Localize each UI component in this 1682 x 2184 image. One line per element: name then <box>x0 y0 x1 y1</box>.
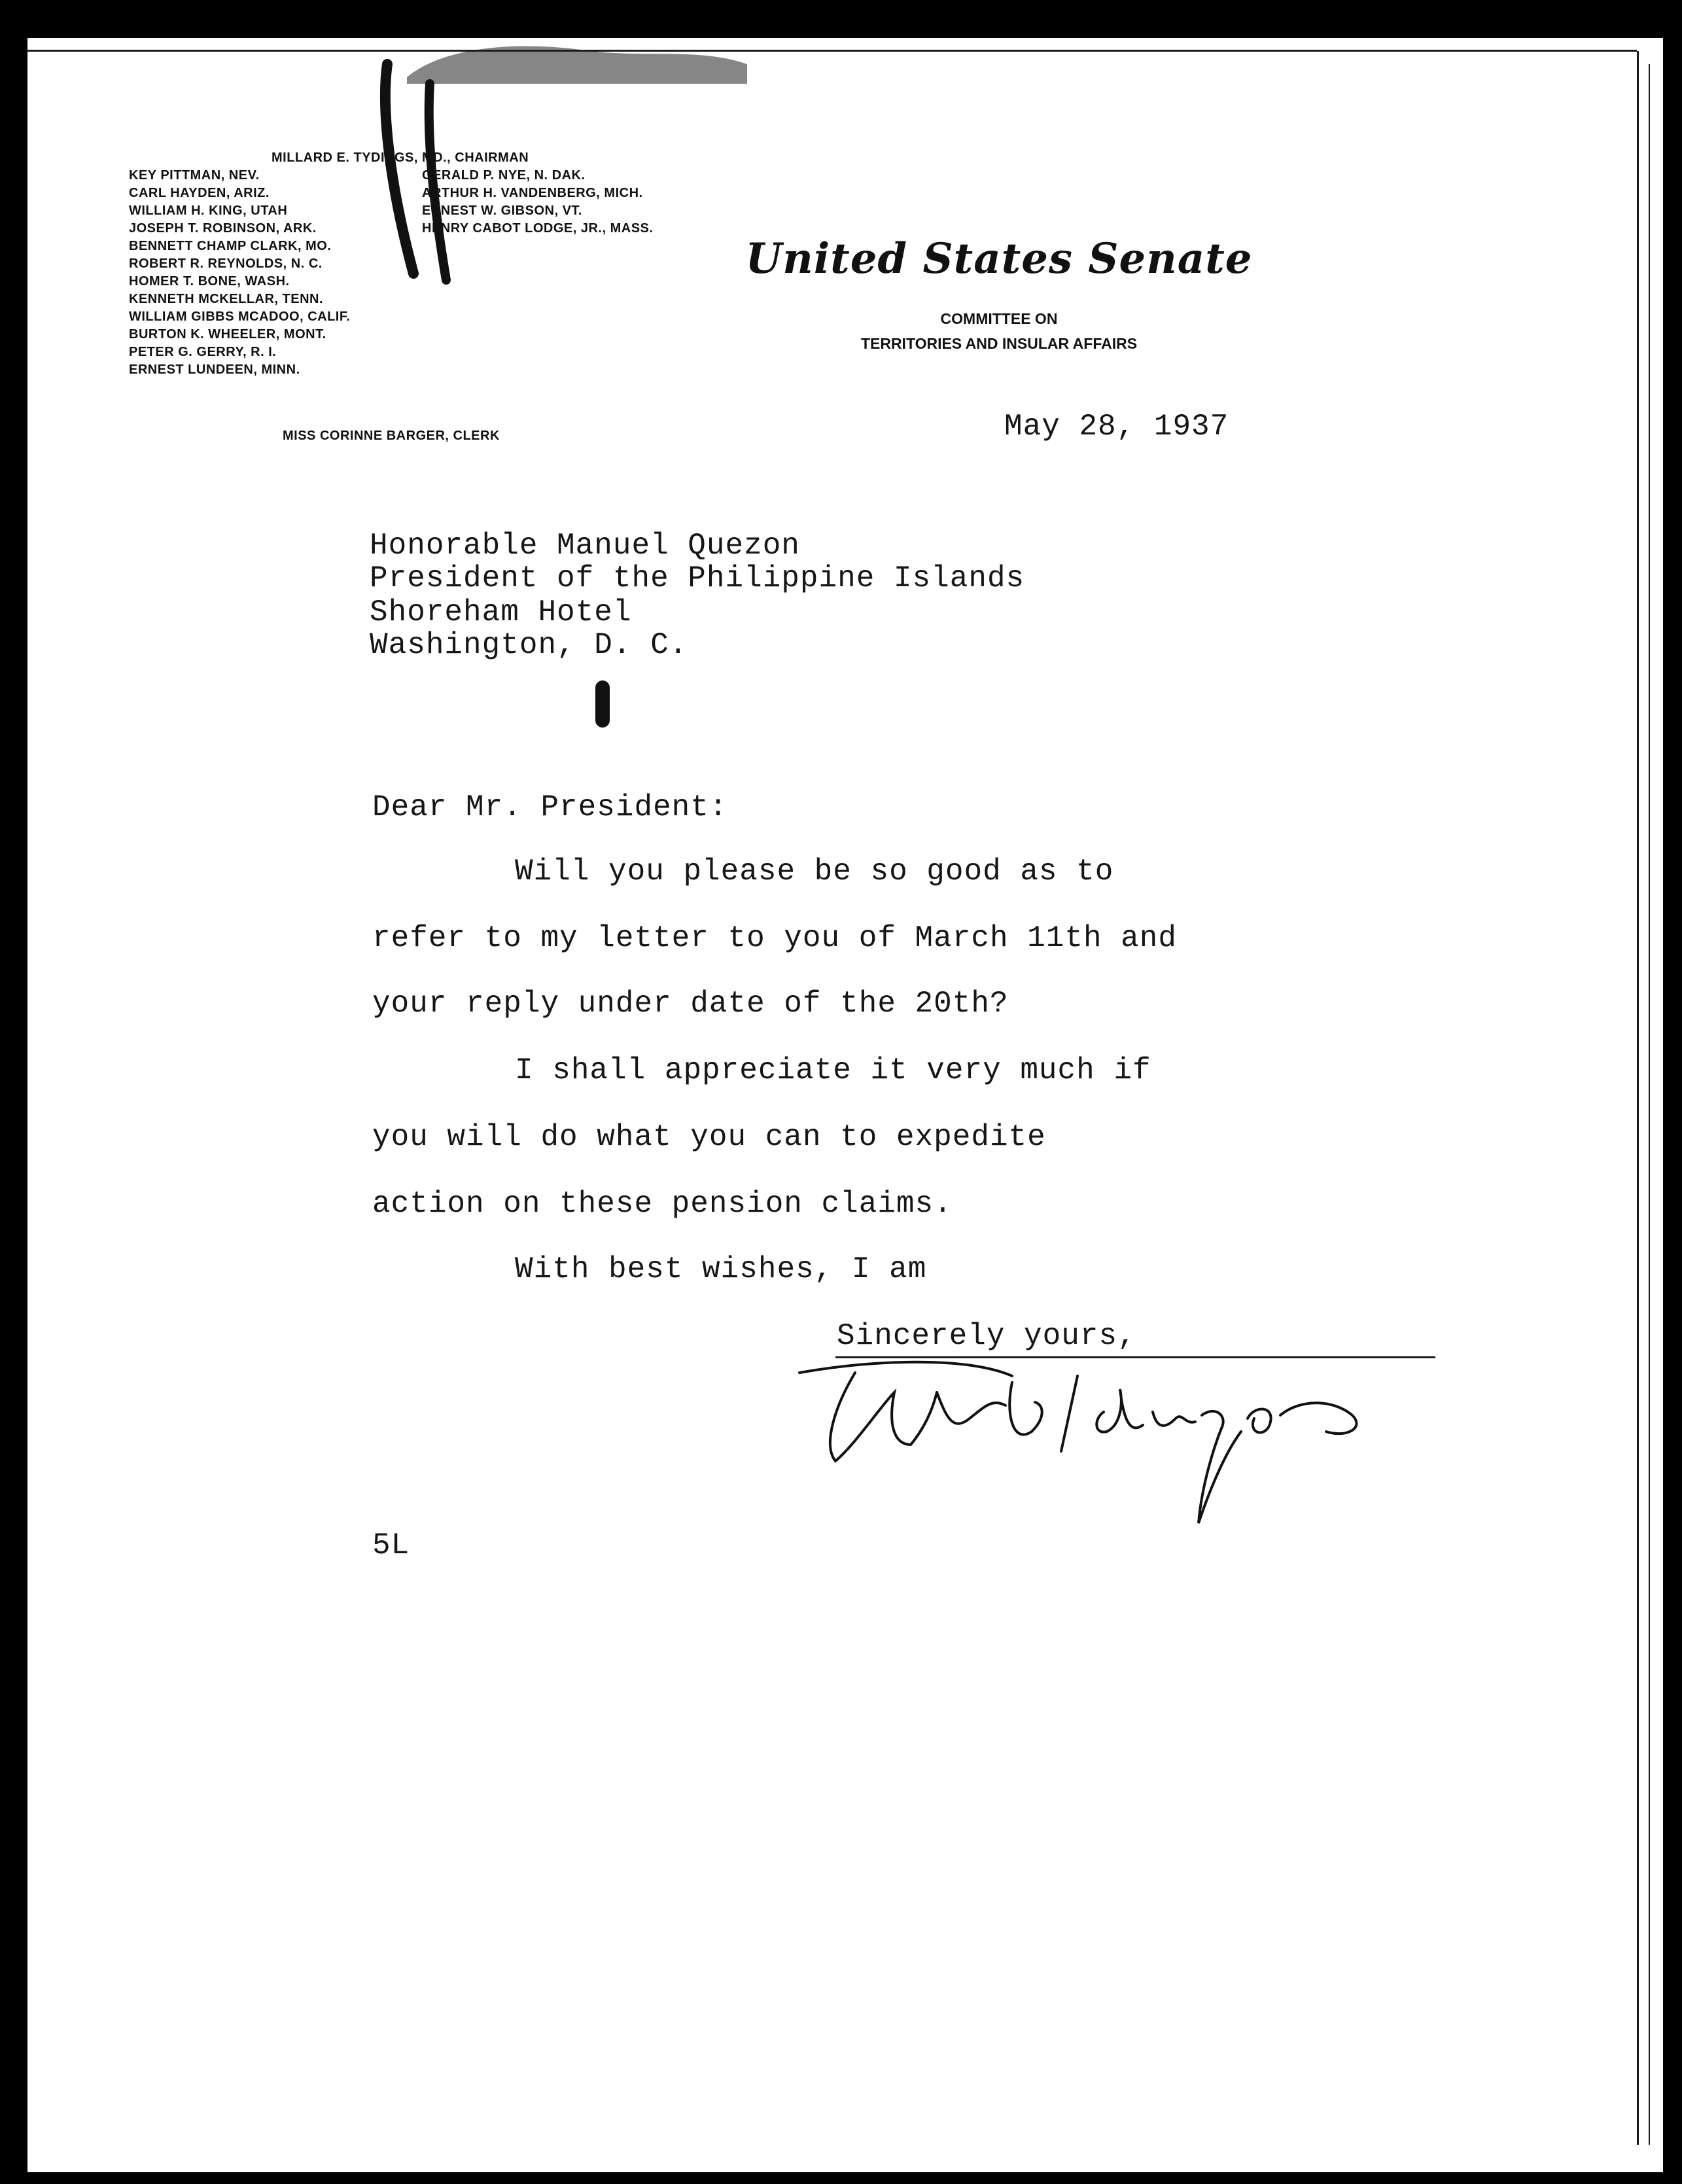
address-line: President of the Philippine Islands <box>370 561 1025 595</box>
reference-initials: 5L <box>372 1528 410 1562</box>
member-name: BENNETT CHAMP CLARK, MO. <box>129 239 332 253</box>
member-name: ERNEST W. GIBSON, VT. <box>422 203 582 218</box>
handwritten-signature <box>796 1353 1424 1589</box>
member-name: WILLIAM H. KING, UTAH <box>129 203 288 218</box>
member-name: HOMER T. BONE, WASH. <box>129 274 290 289</box>
address-line: Washington, D. C. <box>370 628 688 662</box>
member-name: KEY PITTMAN, NEV. <box>129 168 260 183</box>
senate-title: United States Senate <box>745 234 1253 283</box>
salutation: Dear Mr. President: <box>372 790 728 824</box>
clerk-name: MISS CORINNE BARGER, CLERK <box>283 429 500 443</box>
member-name: ERNEST LUNDEEN, MINN. <box>129 362 300 377</box>
member-name: ROBERT R. REYNOLDS, N. C. <box>129 256 323 271</box>
address-line: Shoreham Hotel <box>370 595 632 629</box>
body-line: you will do what you can to expedite <box>372 1120 1046 1154</box>
body-line: action on these pension claims. <box>372 1187 953 1221</box>
body-line: Will you please be so good as to <box>515 854 1114 889</box>
member-name: CARL HAYDEN, ARIZ. <box>129 186 270 200</box>
member-name: ARTHUR H. VANDENBERG, MICH. <box>422 186 643 200</box>
letter-date: May 28, 1937 <box>1004 410 1229 444</box>
member-name: JOSEPH T. ROBINSON, ARK. <box>129 221 317 236</box>
body-line: refer to my letter to you of March 11th and <box>372 921 1177 955</box>
ink-mark <box>595 680 610 728</box>
closing: Sincerely yours, <box>837 1319 1136 1353</box>
committee-line2: TERRITORIES AND INSULAR AFFAIRS <box>860 335 1138 352</box>
letter-page <box>27 38 1663 2172</box>
address-line: Honorable Manuel Quezon <box>370 529 800 563</box>
member-name: WILLIAM GIBBS MCADOO, CALIF. <box>129 309 351 324</box>
handwritten-mark <box>368 58 466 293</box>
member-name: KENNETH MCKELLAR, TENN. <box>129 292 324 306</box>
sheet-edge <box>1649 64 1650 2145</box>
member-name: BURTON K. WHEELER, MONT. <box>129 327 326 342</box>
sheet-edge <box>1637 51 1639 2145</box>
committee-line1: COMMITTEE ON <box>940 310 1058 327</box>
chairman-name: MILLARD E. TYDINGS, MD., CHAIRMAN <box>272 150 529 165</box>
member-name: GERALD P. NYE, N. DAK. <box>422 168 586 183</box>
member-name: HENRY CABOT LODGE, JR., MASS. <box>422 221 654 236</box>
body-line: With best wishes, I am <box>515 1252 927 1286</box>
members-left-column <box>129 167 350 379</box>
body-line: I shall appreciate it very much if <box>515 1053 1151 1087</box>
sheet-edge <box>27 50 1637 52</box>
member-name: PETER G. GERRY, R. I. <box>129 345 277 359</box>
body-line: your reply under date of the 20th? <box>372 987 1009 1021</box>
committee-label <box>718 306 1280 356</box>
